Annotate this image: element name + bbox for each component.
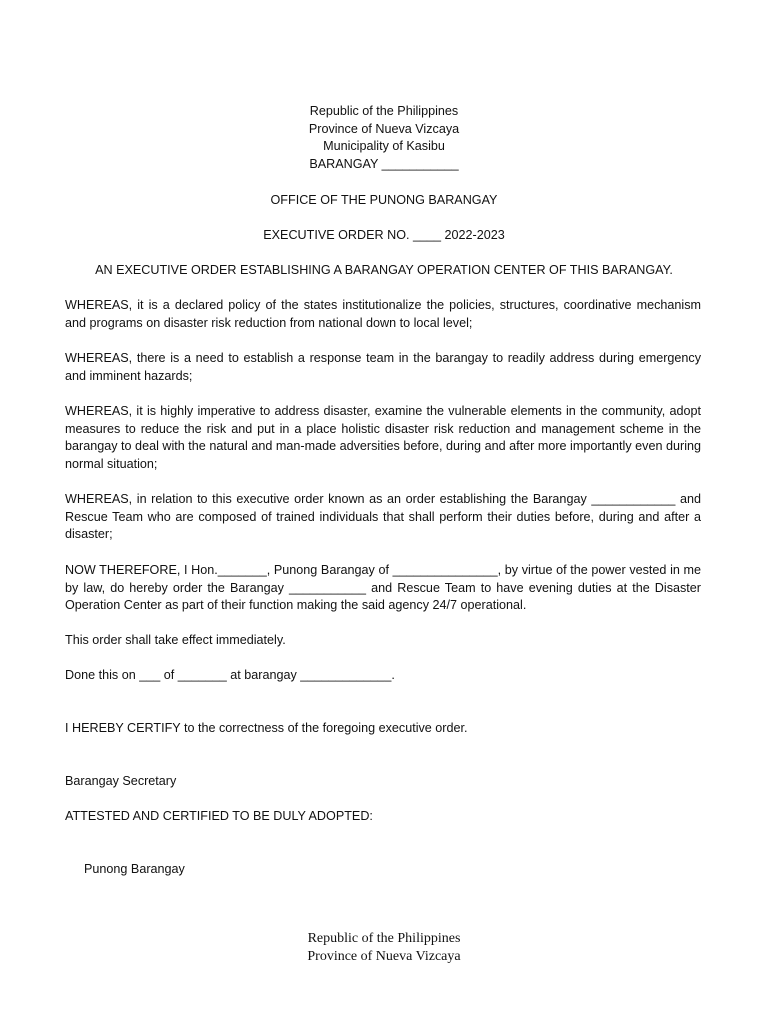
footer-province: Province of Nueva Vizcaya: [307, 948, 461, 964]
footer-republic: Republic of the Philippines: [307, 931, 461, 946]
header-barangay: BARANGAY ___________: [309, 156, 459, 171]
whereas-paragraph-1: WHEREAS, it is a declared policy of the states institutionalize the policies, structures, coordinative mechanism and programs on disaster risk reduction from national down to local level;: [65, 298, 701, 330]
certification-statement: I HEREBY CERTIFY to the correctness of the foregoing executive order.: [65, 721, 468, 735]
attested-statement: ATTESTED AND CERTIFIED TO BE DULY ADOPTED:: [65, 809, 373, 823]
whereas-paragraph-2: WHEREAS, there is a need to establish a response team in the barangay to readily address during emergency and imminent hazards;: [65, 351, 701, 383]
done-statement: Done this on ___ of _______ at barangay _____________.: [65, 668, 395, 682]
secretary-signature-label: Barangay Secretary: [65, 774, 177, 788]
whereas-paragraph-3: WHEREAS, it is highly imperative to address disaster, examine the vulnerable elements in the community, adopt measures to reduce the risk and put in a place holistic disaster risk reduction and management scheme in the barangay to deal with the natural and man-made adversities before, during and after more importantly even during normal situation;: [65, 404, 701, 471]
office-heading: OFFICE OF THE PUNONG BARANGAY: [270, 193, 498, 207]
whereas-paragraph-4: WHEREAS, in relation to this executive order known as an order establishing the Barangay ____________ and Rescue Team who are composed of trained individuals that shall perform their duties before, during and after a disaster;: [65, 492, 701, 542]
now-therefore-paragraph: NOW THEREFORE, I Hon._______, Punong Barangay of _______________, by virtue of the power vested in me by law, do hereby order the Barangay ___________ and Rescue Team to have evening duties at the Disaster Operation Center as part of their function making the said agency 24/7 operational.: [65, 563, 701, 613]
next-page-header: [0, 930, 768, 965]
order-title: AN EXECUTIVE ORDER ESTABLISHING A BARANGAY OPERATION CENTER OF THIS BARANGAY.: [95, 263, 673, 277]
header-municipality: Municipality of Kasibu: [323, 139, 445, 154]
punong-barangay-signature-label: Punong Barangay: [84, 862, 185, 876]
effect-statement: This order shall take effect immediately.: [65, 633, 286, 647]
document-header: [0, 103, 768, 173]
executive-order-number: EXECUTIVE ORDER NO. ____ 2022-2023: [263, 228, 505, 242]
header-province: Province of Nueva Vizcaya: [308, 121, 460, 136]
header-republic: Republic of the Philippines: [309, 104, 459, 118]
